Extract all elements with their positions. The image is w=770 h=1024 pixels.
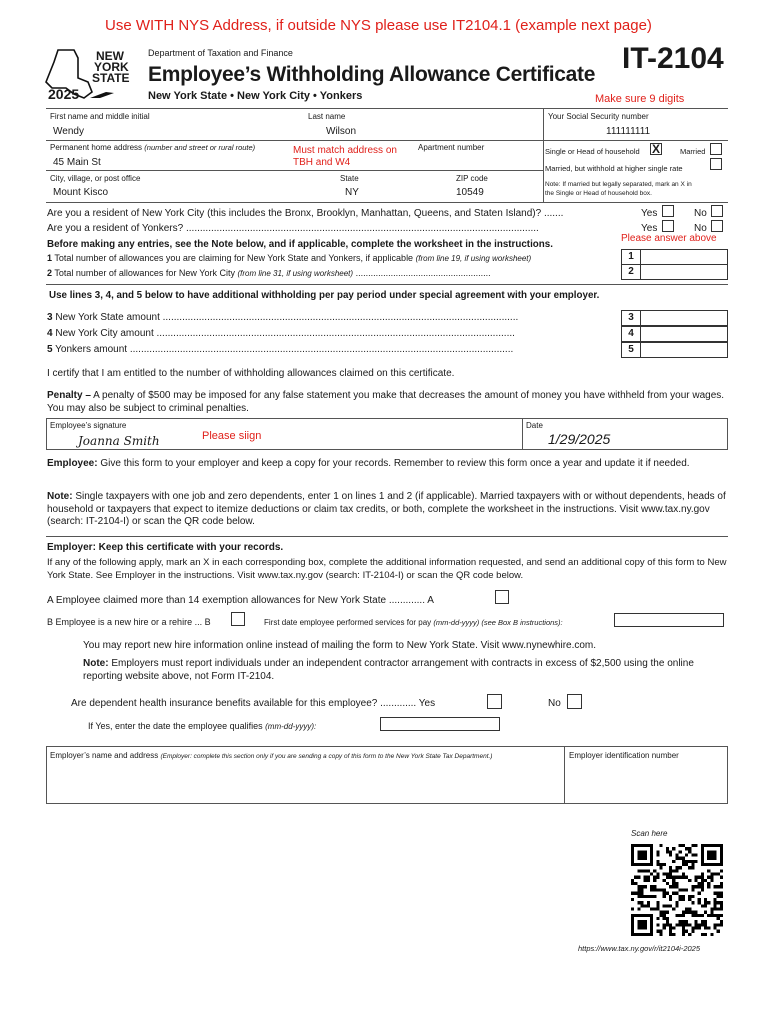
- married-label: Married: [680, 147, 706, 156]
- first-date-label-text: First date employee performed services for pay: [264, 618, 432, 627]
- health-insurance-question: Are dependent health insurance benefits available for this employee? ............. Yes: [71, 698, 436, 709]
- zip-field[interactable]: 10549: [456, 187, 484, 198]
- employer-heading: Employer: Keep this certificate with your records.: [47, 542, 284, 553]
- health-no-label: No: [548, 698, 561, 709]
- qualify-date-hint: (mm-dd-yyyy):: [265, 722, 317, 731]
- line-1-input[interactable]: [640, 249, 728, 265]
- first-name-label: First name and middle initial: [50, 112, 150, 121]
- line-1-text: [47, 253, 531, 263]
- certify-statement: I certify that I am entitled to the number of withholding allowances claimed on this certificate.: [47, 368, 455, 379]
- first-date-hint: (mm-dd-yyyy) (see Box B instructions):: [433, 618, 563, 627]
- additional-withholding-heading: Use lines 3, 4, and 5 below to have additional withholding per pay period under special agreement with your employer.: [49, 290, 600, 301]
- employee-instruction: [47, 458, 727, 471]
- line-1-number: 1: [47, 253, 53, 263]
- line-4-text: [47, 328, 515, 339]
- qr-code-icon: [631, 844, 723, 936]
- signature-red-note: Please siign: [202, 430, 262, 442]
- penalty-text: A penalty of $500 may be imposed for any false statement you make that decreases the amount of money you have withheld from your wages. You may also be subject to criminal penalties.: [47, 390, 725, 414]
- line-4-box-number: 4: [621, 326, 641, 342]
- married-checkbox[interactable]: [710, 143, 722, 155]
- last-name-field[interactable]: Wilson: [326, 126, 357, 137]
- line-2-dots: ......................................................: [355, 268, 491, 278]
- line-3-box-number: 3: [621, 310, 641, 326]
- new-hire-online-text: You may report new hire information online instead of mailing the form to New York State. Visit www.nynewhire.com.: [83, 640, 597, 651]
- line-3-text: [47, 312, 518, 323]
- form-subtitle: New York State • New York City • Yonkers: [148, 90, 363, 102]
- line-5-number: 5: [47, 344, 53, 355]
- box-a-checkbox[interactable]: [495, 590, 509, 604]
- box-a-label: A Employee claimed more than 14 exemption allowances for New York State ............. A: [47, 595, 434, 606]
- line-4-label: New York City amount .................................................................................................................................: [55, 328, 515, 339]
- box-b-label: B Employee is a new hire or a rehire ... B: [47, 617, 211, 627]
- nyc-yes-label: Yes: [641, 208, 658, 219]
- line-5-label: Yonkers amount ..........................................................................................................................................: [55, 344, 514, 355]
- city-field[interactable]: Mount Kisco: [53, 187, 109, 198]
- box-b-checkbox[interactable]: [231, 612, 245, 626]
- single-label: Single or Head of household: [545, 147, 640, 156]
- line-5-input[interactable]: [640, 342, 728, 358]
- line-2-text: [47, 268, 491, 278]
- logo-text-new: NEW: [96, 49, 124, 63]
- yonkers-no-checkbox[interactable]: [711, 220, 723, 232]
- yonkers-resident-question: Are you a resident of Yonkers? ...............................................................................................................................: [47, 223, 539, 234]
- line-2-input[interactable]: [640, 264, 728, 280]
- contractor-note-text: Employers must report individuals under an independent contractor arrangement with contracts in excess of $2,500 using the online reporting website above, not Form IT-2104.: [83, 658, 694, 682]
- independent-contractor-note: [83, 658, 723, 683]
- married-higher-checkbox[interactable]: [710, 158, 722, 170]
- ssn-digits-note: Make sure 9 digits: [595, 93, 685, 105]
- answer-above-note: Please answer above: [621, 233, 717, 244]
- logo-text-york: YORK: [94, 60, 129, 74]
- line-1-box-number: 1: [621, 249, 641, 265]
- qualify-date-text: If Yes, enter the date the employee qualifies: [88, 721, 263, 731]
- employee-note: [47, 491, 727, 529]
- qualify-date-input[interactable]: [380, 717, 500, 731]
- zip-label: ZIP code: [456, 174, 488, 183]
- employee-label: Employee:: [47, 458, 98, 469]
- ssn-field[interactable]: 111111111: [606, 126, 651, 137]
- qr-url: https://www.tax.ny.gov/r/it2104i-2025: [578, 944, 701, 953]
- ssn-label: Your Social Security number: [548, 112, 649, 121]
- logo-year: 2025: [48, 86, 80, 102]
- line-5-text: [47, 344, 513, 355]
- worksheet-instruction: Before making any entries, see the Note below, and if applicable, complete the worksheet in the instructions.: [47, 239, 553, 250]
- first-name-field[interactable]: Wendy: [53, 126, 84, 137]
- form-title: Employee’s Withholding Allowance Certificate: [148, 63, 596, 86]
- signature-label: Employee’s signature: [50, 421, 127, 430]
- address-field[interactable]: 45 Main St: [53, 157, 101, 168]
- yonkers-yes-label: Yes: [641, 223, 658, 234]
- address-note-red-2: TBH and W4: [293, 157, 351, 168]
- employee-signature[interactable]: Joanna Smith: [78, 434, 160, 448]
- scan-here-label: Scan here: [631, 829, 668, 838]
- contractor-note-label: Note:: [83, 658, 109, 669]
- state-field[interactable]: NY: [345, 187, 359, 198]
- yonkers-no-label: No: [694, 223, 707, 234]
- signature-date-field[interactable]: 1/29/2025: [548, 431, 611, 447]
- employer-name-address-label: [50, 751, 492, 760]
- banner-note: Use WITH NYS Address, if outside NYS please use IT2104.1 (example next page): [105, 17, 652, 34]
- penalty-label: Penalty –: [47, 390, 91, 401]
- form-number: IT-2104: [622, 42, 724, 75]
- yonkers-yes-checkbox[interactable]: [662, 220, 674, 232]
- nyc-resident-question: Are you a resident of New York City (this includes the Bronx, Brooklyn, Manhattan, Queens, and Staten Island)? .......: [47, 208, 564, 219]
- married-higher-label: Married, but withhold at higher single rate: [545, 164, 683, 173]
- line-4-input[interactable]: [640, 326, 728, 342]
- address-label-text: Permanent home address: [50, 143, 143, 152]
- line-5-box-number: 5: [621, 342, 641, 358]
- ein-label: Employer identification number: [569, 751, 679, 760]
- line-4-number: 4: [47, 328, 53, 339]
- address-note-red: Must match address on: [293, 145, 397, 156]
- nys-logo: [44, 48, 134, 104]
- employer-name-address-hint: (Employer: complete this section only if you are sending a copy of this form to the New York State Tax Department.): [160, 753, 493, 760]
- qualify-date-label: [88, 721, 316, 731]
- health-yes-checkbox[interactable]: [487, 694, 502, 709]
- line-3-input[interactable]: [640, 310, 728, 326]
- date-label: Date: [526, 421, 543, 430]
- qr-code[interactable]: [631, 844, 723, 936]
- employer-name-address-text: Employer’s name and address: [50, 751, 159, 760]
- nyc-yes-checkbox[interactable]: [662, 205, 674, 217]
- penalty-paragraph: [47, 390, 727, 415]
- nyc-no-checkbox[interactable]: [711, 205, 723, 217]
- address-label: [50, 143, 255, 152]
- nyc-no-label: No: [694, 208, 707, 219]
- line-3-label: New York State amount ................................................................................................................................: [55, 312, 519, 323]
- married-note: Note: If married but legally separated, mark an X in the Single or Head of household box.: [545, 181, 692, 197]
- line-1-hint: (from line 19, if using worksheet): [415, 254, 532, 263]
- employer-instructions: If any of the following apply, mark an X in each corresponding box, complete the additional information requested, and send an additional copy of this form to New York State. See Employer in the instructions. Visit www.tax.ny.gov (search: IT-2104-I) or scan the QR code below.: [47, 557, 727, 581]
- last-name-label: Last name: [308, 112, 346, 121]
- line-2-hint: (from line 31, if using worksheet): [237, 269, 354, 278]
- department-name: Department of Taxation and Finance: [148, 48, 293, 58]
- line-1-label: Total number of allowances you are claiming for New York State and Yonkers, if applicable: [54, 253, 414, 263]
- state-label: State: [340, 174, 359, 183]
- logo-text-state: STATE: [92, 71, 130, 85]
- employee-note-text: Single taxpayers with one job and zero dependents, enter 1 on lines 1 and 2 (if applicable). Married taxpayers with or without dependents, heads of household or taxpayers that expect to itemize deductions or claim tax credits, or both, complete the worksheet in the instructions. Visit www.tax.ny.gov (search: IT-2104-I) or scan the QR code below.: [47, 491, 726, 527]
- first-date-input[interactable]: [614, 613, 724, 627]
- line-2-number: 2: [47, 268, 53, 278]
- line-2-box-number: 2: [621, 264, 641, 280]
- apartment-label: Apartment number: [418, 143, 485, 152]
- line-2-label: Total number of allowances for New York City: [54, 268, 235, 278]
- address-label-hint: (number and street or rural route): [144, 143, 256, 152]
- first-date-label: [264, 618, 563, 627]
- health-no-checkbox[interactable]: [567, 694, 582, 709]
- line-3-number: 3: [47, 312, 53, 323]
- employee-text: Give this form to your employer and keep a copy for your records. Remember to review this form once a year and update it if needed.: [100, 458, 690, 469]
- employee-note-label: Note:: [47, 491, 73, 502]
- single-checkbox[interactable]: X: [651, 142, 660, 156]
- city-label: City, village, or post office: [50, 174, 141, 183]
